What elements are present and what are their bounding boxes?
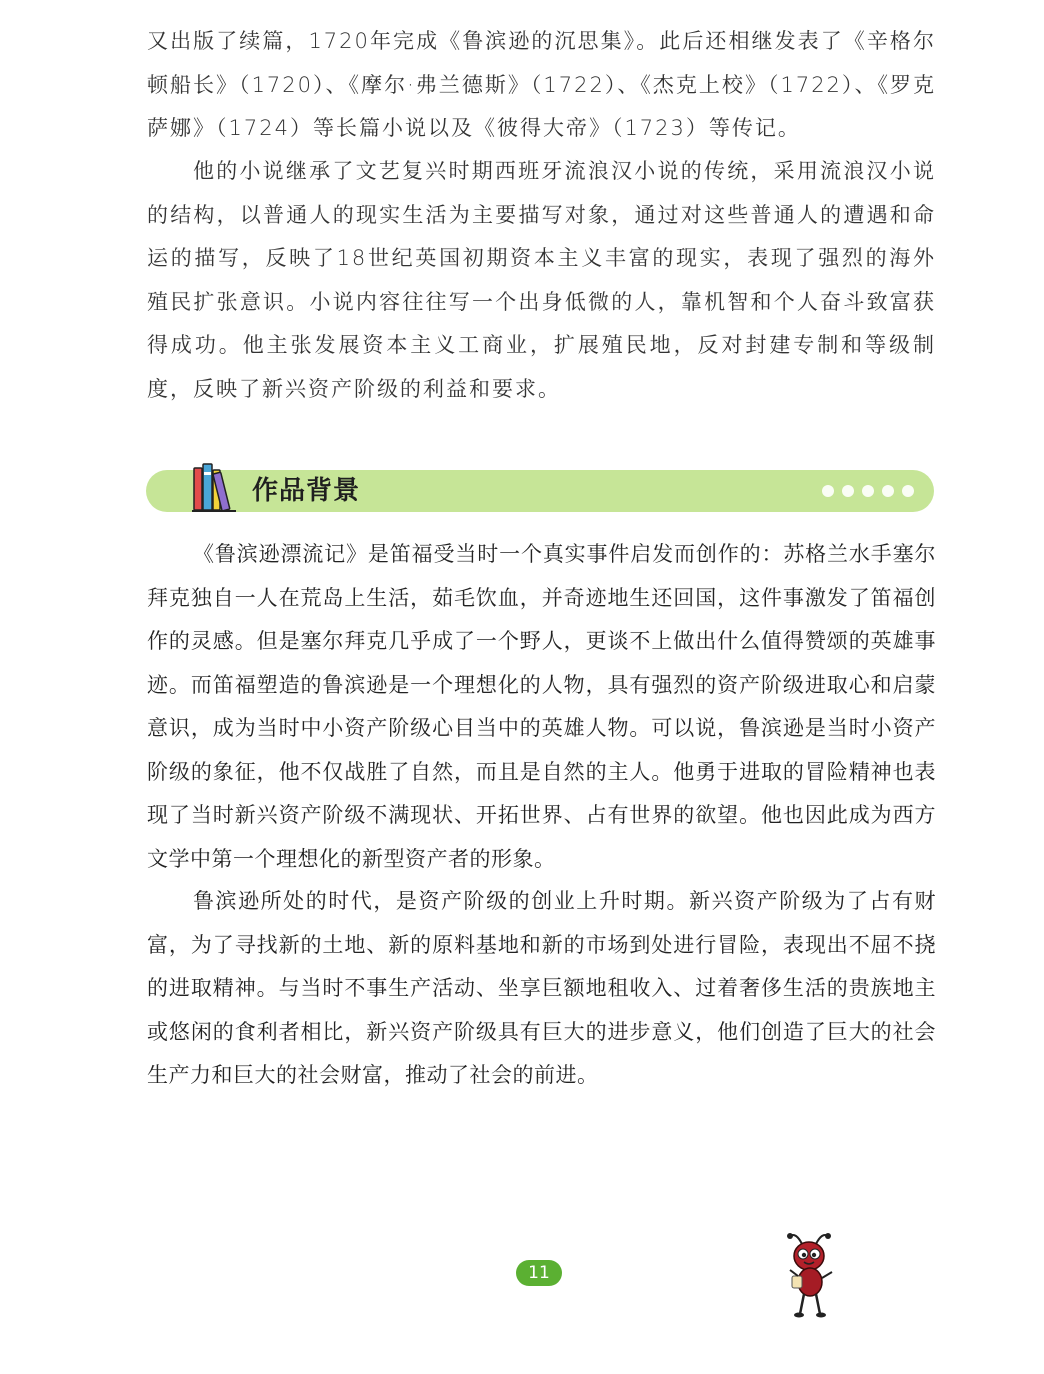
books-icon — [190, 462, 238, 514]
paragraph-background-inspiration: 《鲁滨逊漂流记》是笛福受当时一个真实事件启发而创作的：苏格兰水手塞尔拜克独自一人在荒岛上生活，茹毛饮血，并奇迹地生还回国，这件事激发了笛福创作的灵感。但是塞尔拜克几乎成了一个野人，更谈不上做出什么值得赞颂的英雄事迹。而笛福塑造的鲁滨逊是一个理想化的人物，具有强烈的资产阶级进取心和启蒙意识，成为当时中小资产阶级心目当中的英雄人物。可以说，鲁滨逊是当时小资产阶级的象征，他不仅战胜了自然，而且是自然的主人。他勇于进取的冒险精神也表现了当时新兴资产阶级不满现状、开拓世界、占有世界的欲望。他也因此成为西方文学中第一个理想化的新型资产者的形象。 — [147, 542, 936, 871]
ant-mascot-icon — [780, 1230, 842, 1320]
decorative-dots — [822, 485, 914, 497]
section-title: 作品背景 — [252, 476, 361, 506]
dot-icon — [882, 485, 894, 497]
dot-icon — [842, 485, 854, 497]
page-number: 11 — [516, 1260, 562, 1286]
paragraph-historical-era: 鲁滨逊所处的时代，是资产阶级的创业上升时期。新兴资产阶级为了占有财富，为了寻找新的土地、新的原料基地和新的市场到处进行冒险，表现出不屈不挠的进取精神。与当时不事生产活动、坐享巨额地租收入、过着奢侈生活的贵族地主或悠闲的食利者相比，新兴资产阶级具有巨大的进步意义，他们创造了巨大的社会生产力和巨大的社会财富，推动了社会的前进。 — [147, 889, 936, 1087]
dot-icon — [902, 485, 914, 497]
dot-icon — [862, 485, 874, 497]
paragraph-novel-style: 他的小说继承了文艺复兴时期西班牙流浪汉小说的传统，采用流浪汉小说的结构，以普通人的现实生活为主要描写对象，通过对这些普通人的遭遇和命运的描写，反映了18世纪英国初期资本主义丰富的现实，表现了强烈的海外殖民扩张意识。小说内容往往写一个出身低微的人，靠机智和个人奋斗致富获得成功。他主张发展资本主义工商业，扩展殖民地，反对封建专制和等级制度，反映了新兴资产阶级的利益和要求。 — [147, 159, 936, 401]
dot-icon — [822, 485, 834, 497]
paragraph-publications: 又出版了续篇，1720年完成《鲁滨逊的沉思集》。此后还相继发表了《辛格尔顿船长》（1720）、《摩尔·弗兰德斯》（1722）、《杰克上校》（1722）、《罗克萨娜》（1724）等长篇小说以及《彼得大帝》（1723）等传记。 — [147, 29, 936, 140]
